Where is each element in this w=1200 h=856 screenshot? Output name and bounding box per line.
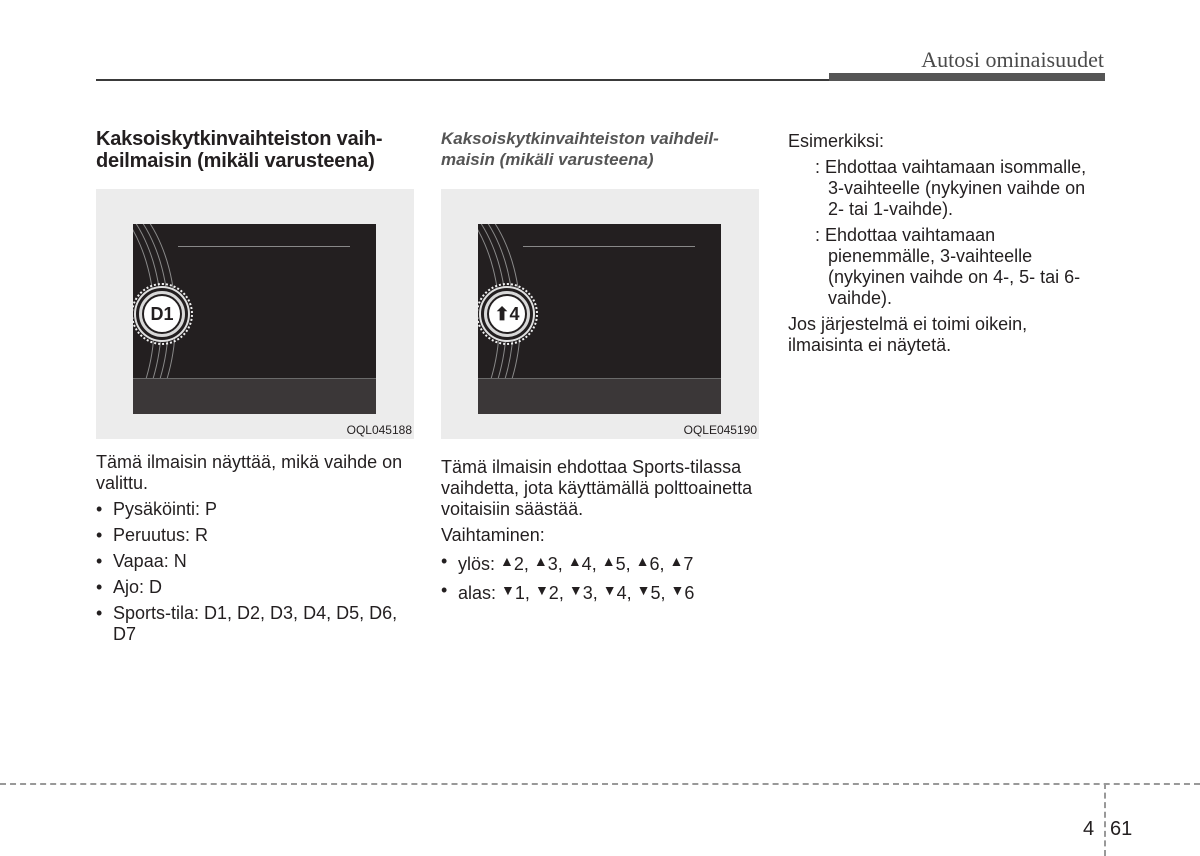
- list-item-up: • ylös: ▲2, ▲3, ▲4, ▲5, ▲6, ▲7: [441, 551, 759, 575]
- list-item: • Sports-tila: D1, D2, D3, D4, D5, D6, D7: [96, 603, 414, 645]
- up-arrow-icon: ▲: [635, 553, 650, 569]
- gear-number: 3: [582, 583, 593, 603]
- gear-number: 4: [616, 583, 627, 603]
- shift-list: [441, 551, 759, 604]
- list-item-down: • alas: ▼1, ▼2, ▼3, ▼4, ▼5, ▼6: [441, 580, 759, 604]
- gear-number: 3: [547, 554, 558, 574]
- gear-number: 6: [649, 554, 660, 574]
- example-list: [788, 157, 1106, 309]
- up-arrow-icon: ▲: [533, 553, 548, 569]
- column-3: [788, 131, 1106, 361]
- down-arrow-icon: ▼: [636, 582, 651, 598]
- page-number: 61: [1110, 818, 1133, 840]
- figure-code: OQL045188: [346, 423, 412, 437]
- cluster-display: [478, 224, 721, 414]
- gear-number: 4: [581, 554, 592, 574]
- shift-badge: [481, 288, 533, 340]
- gear-badge-text: D1: [142, 294, 182, 334]
- figure-code: OQLE045190: [683, 423, 757, 437]
- example-label: Esimerkiksi:: [788, 131, 885, 151]
- footer-rule: [0, 783, 1200, 785]
- column-1: [96, 128, 414, 172]
- gear-badge: [136, 288, 188, 340]
- up-arrow-icon: ▲: [567, 553, 582, 569]
- column-1-body: [96, 452, 414, 650]
- list-item: • Peruutus: R: [96, 525, 414, 546]
- figure-shift-indicator: [441, 189, 759, 439]
- section-heading: Kaksoiskytkinvaihteiston vaih-deilmaisin (mikäli varusteena): [96, 128, 383, 172]
- gear-number: 7: [683, 554, 694, 574]
- down-arrow-icon: ▼: [670, 582, 685, 598]
- example-item: : Ehdottaa vaihtamaan isommalle, 3-vaihteelle (nykyinen vaihde on 2- tai 1-vaihde).: [815, 157, 1087, 219]
- shift-badge-text: ⬆4: [487, 294, 527, 334]
- gear-number: 5: [650, 583, 661, 603]
- down-arrow-icon: ▼: [501, 582, 515, 598]
- shifting-label: Vaihtaminen:: [441, 525, 545, 545]
- paragraph: Tämä ilmaisin ehdottaa Sports-tilassa vaihdetta, jota käyttämällä polttoainetta voitaisiin säästää.: [441, 457, 753, 519]
- header-title: Autosi ominaisuudet: [921, 47, 1104, 72]
- header-rule-accent: [829, 73, 1105, 81]
- list-item: • Vapaa: N: [96, 551, 414, 572]
- gear-number: 1: [514, 583, 525, 603]
- up-label: ylös:: [458, 554, 496, 574]
- figure-gear-indicator: [96, 189, 414, 439]
- down-arrow-icon: ▼: [534, 582, 549, 598]
- up-arrow-icon: ▲: [669, 553, 684, 569]
- up-arrow-icon: ▲: [601, 553, 616, 569]
- paragraph: Tämä ilmaisin näyttää, mikä vaihde on valittu.: [96, 452, 403, 493]
- gear-number: 5: [615, 554, 626, 574]
- header-rule: [96, 79, 829, 81]
- list-item: • Ajo: D: [96, 577, 414, 598]
- up-arrow-icon: ▲: [500, 553, 514, 569]
- chapter-number: 4: [1083, 818, 1095, 840]
- example-item: : Ehdottaa vaihtamaan pienemmälle, 3-vaihteelle (nykyinen vaihde on 4-, 5- tai 6-vaihde).: [815, 225, 1081, 308]
- down-arrow-icon: ▼: [568, 582, 583, 598]
- gear-number: 2: [513, 554, 524, 574]
- down-arrow-icon: ▼: [602, 582, 617, 598]
- column-2-body: [441, 457, 759, 609]
- cluster-display: [133, 224, 376, 414]
- gear-number: 6: [684, 583, 695, 603]
- footer-divider: [1104, 783, 1106, 856]
- down-label: alas:: [458, 583, 497, 603]
- list-item: • Pysäköinti: P: [96, 499, 414, 520]
- note-paragraph: Jos järjestelmä ei toimi oikein, ilmaisinta ei näytetä.: [788, 314, 1028, 355]
- section-heading-italic: Kaksoiskytkinvaihteiston vaihdeil-maisin (mikäli varusteena): [441, 129, 719, 169]
- gear-list: [96, 499, 414, 645]
- gear-number: 2: [548, 583, 559, 603]
- column-2: [441, 128, 759, 170]
